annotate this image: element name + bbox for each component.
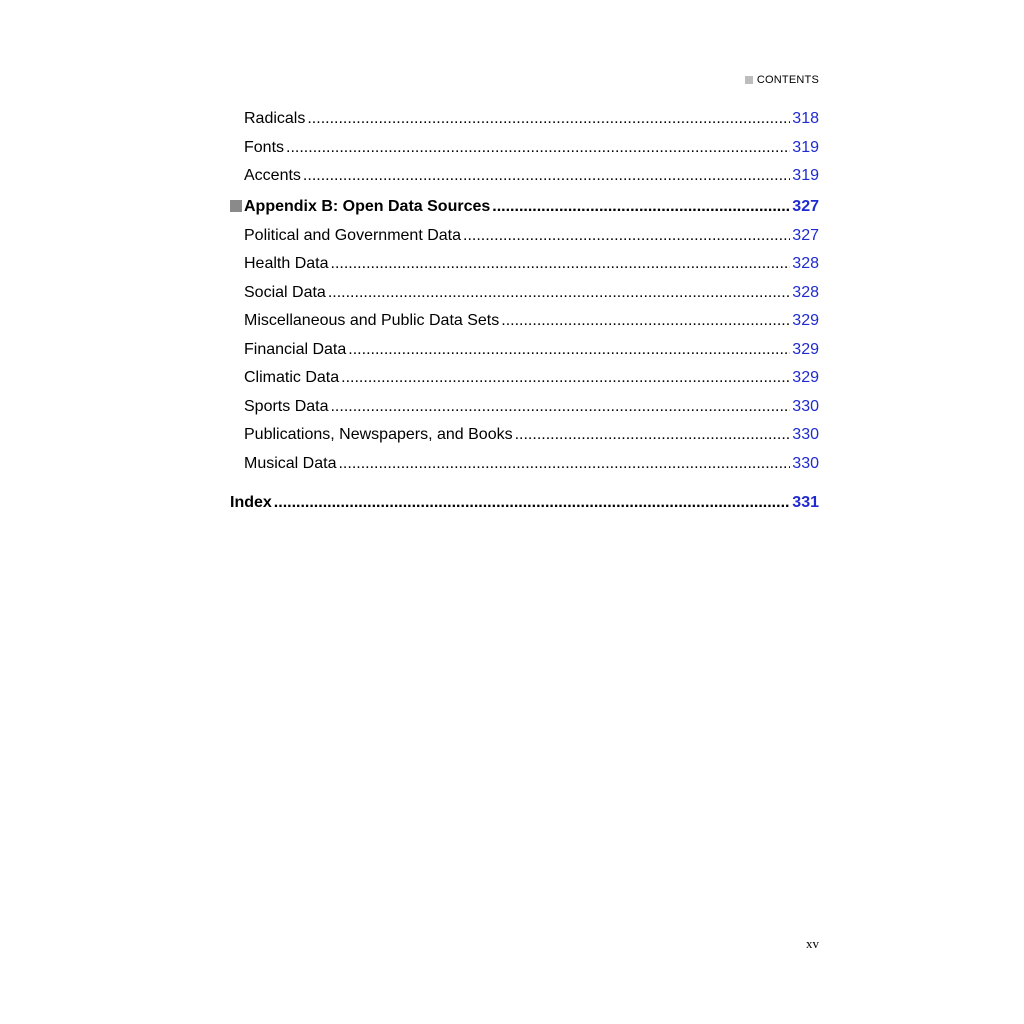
toc-entry-musical-data[interactable] bbox=[230, 454, 819, 474]
toc-entry-page[interactable]: 328 bbox=[792, 255, 819, 272]
toc-entry-label: Musical Data bbox=[244, 455, 337, 472]
toc-entry-climatic-data[interactable] bbox=[230, 368, 819, 388]
dot-leader bbox=[286, 138, 790, 158]
toc-entry-label: Health Data bbox=[244, 255, 329, 272]
dot-leader bbox=[348, 340, 790, 360]
toc-chapter-title: Appendix B: Open Data Sources bbox=[244, 198, 491, 215]
toc-entry-label: Radicals bbox=[244, 110, 306, 127]
toc-entry-label: Index bbox=[230, 494, 272, 511]
toc-entry-page[interactable]: 329 bbox=[792, 341, 819, 358]
toc-entry-page[interactable]: 330 bbox=[792, 455, 819, 472]
page-number: xv bbox=[806, 936, 819, 951]
running-head-text: CONTENTS bbox=[756, 74, 819, 86]
toc-entry-fonts[interactable] bbox=[230, 138, 819, 158]
toc-entry-label: Accents bbox=[244, 167, 301, 184]
toc-entry-sports-data[interactable] bbox=[230, 397, 819, 417]
toc-entry-page[interactable]: 329 bbox=[792, 312, 819, 329]
toc-entry-page[interactable]: 328 bbox=[792, 284, 819, 301]
dot-leader bbox=[463, 226, 790, 246]
dot-leader bbox=[328, 283, 790, 303]
toc-entry-index[interactable] bbox=[230, 493, 819, 513]
toc-entry-page[interactable]: 319 bbox=[792, 167, 819, 184]
running-head bbox=[745, 74, 819, 86]
toc-entry-political-government-data[interactable] bbox=[230, 226, 819, 246]
toc-entry-financial-data[interactable] bbox=[230, 340, 819, 360]
dot-leader bbox=[515, 425, 791, 445]
toc-entry-page[interactable]: 331 bbox=[792, 494, 819, 511]
toc-entry-label: Financial Data bbox=[244, 341, 347, 358]
toc-entry-label: Miscellaneous and Public Data Sets bbox=[244, 312, 500, 329]
toc-entry-page[interactable]: 330 bbox=[792, 398, 819, 415]
toc-entry-page[interactable]: 318 bbox=[792, 110, 819, 127]
toc-entry-label: Sports Data bbox=[244, 398, 329, 415]
dot-leader bbox=[331, 254, 791, 274]
toc-entry-health-data[interactable] bbox=[230, 254, 819, 274]
toc-entry-page[interactable]: 327 bbox=[792, 227, 819, 244]
toc-chapter-appendix-b[interactable] bbox=[230, 197, 819, 217]
dot-leader bbox=[338, 454, 790, 474]
toc-chapter-label bbox=[230, 197, 490, 217]
toc-entry-label: Publications, Newspapers, and Books bbox=[244, 426, 513, 443]
toc-entry-publications-newspapers-books[interactable] bbox=[230, 425, 819, 445]
toc-entry-social-data[interactable] bbox=[230, 283, 819, 303]
toc-entry-page[interactable]: 327 bbox=[792, 198, 819, 215]
toc-entry-miscellaneous-public-data-sets[interactable] bbox=[230, 311, 819, 331]
toc-entry-label: Climatic Data bbox=[244, 369, 340, 386]
toc-entry-accents[interactable] bbox=[230, 166, 819, 186]
dot-leader bbox=[303, 166, 790, 186]
square-marker-icon bbox=[230, 200, 242, 212]
dot-leader bbox=[341, 368, 790, 388]
toc-entry-label: Fonts bbox=[244, 139, 285, 156]
dot-leader bbox=[492, 197, 790, 217]
dot-leader bbox=[501, 311, 790, 331]
toc-entry-page[interactable]: 329 bbox=[792, 369, 819, 386]
dot-leader bbox=[307, 109, 790, 129]
toc-entry-label: Social Data bbox=[244, 284, 326, 301]
dot-leader bbox=[330, 397, 790, 417]
toc-entry-page[interactable]: 330 bbox=[792, 426, 819, 443]
toc-entry-radicals[interactable] bbox=[230, 109, 819, 129]
toc-entry-page[interactable]: 319 bbox=[792, 139, 819, 156]
square-bullet-icon bbox=[745, 76, 753, 84]
dot-leader bbox=[274, 493, 791, 513]
toc-entry-label: Political and Government Data bbox=[244, 227, 461, 244]
